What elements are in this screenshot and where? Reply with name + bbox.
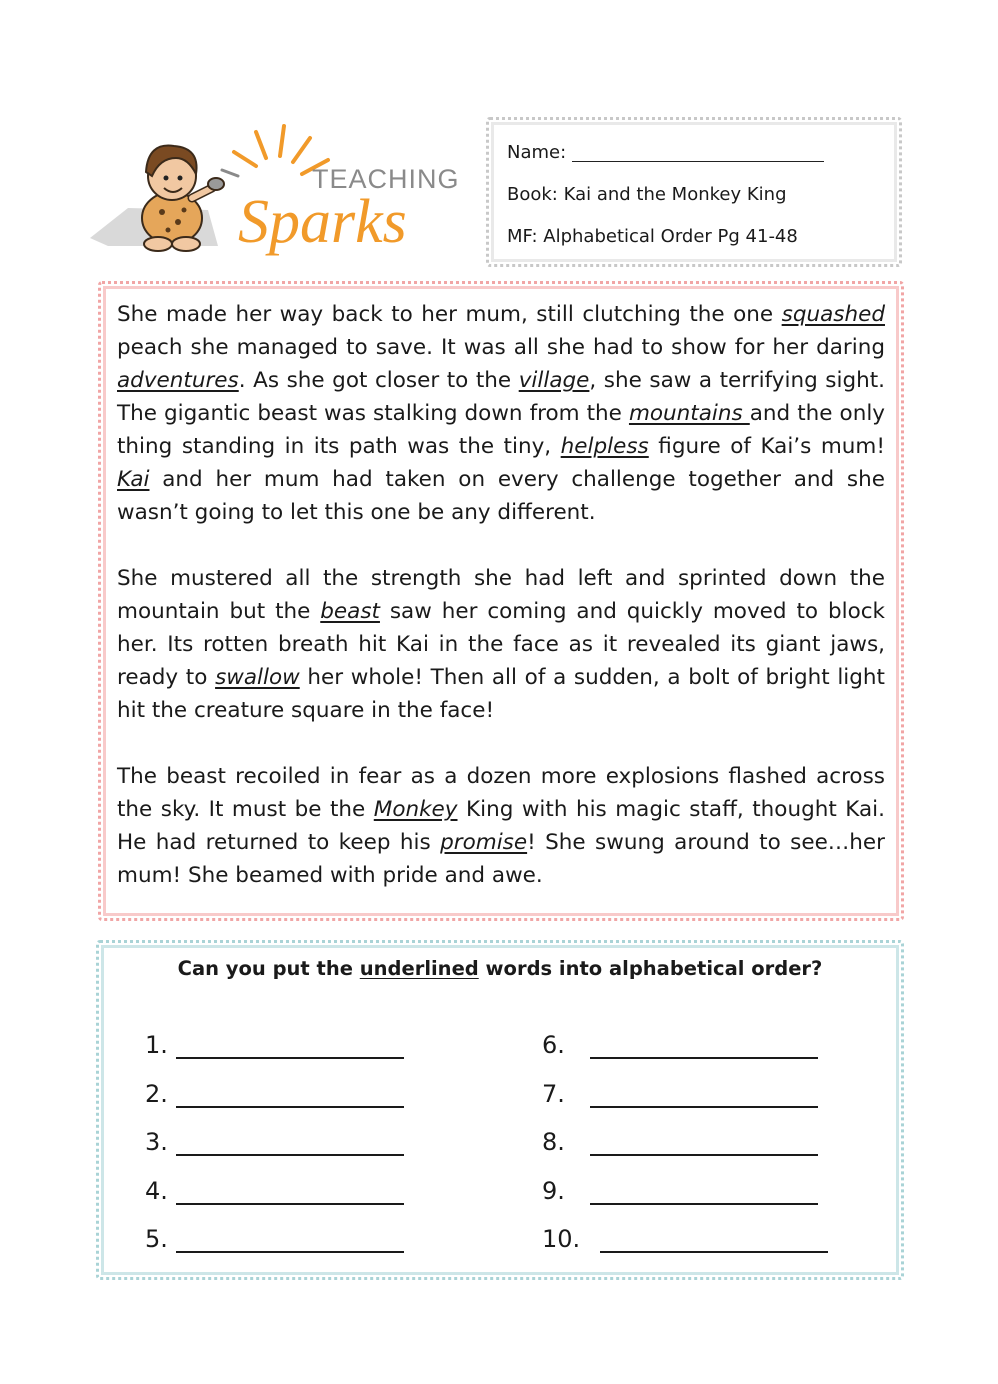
answer-row-8[interactable] bbox=[542, 1126, 818, 1156]
underlined-word: beast bbox=[320, 599, 380, 624]
answer-row-2[interactable] bbox=[145, 1078, 404, 1108]
underlined-word: mountains bbox=[628, 401, 750, 426]
underlined-word: village bbox=[518, 368, 590, 393]
passage-text: She made her way back to her mum, still clutching the one bbox=[117, 302, 782, 327]
question-text-after: words into alphabetical order? bbox=[478, 957, 823, 980]
underlined-word: squashed bbox=[781, 302, 885, 327]
answer-number: 3. bbox=[145, 1128, 168, 1156]
paragraph-2 bbox=[117, 562, 885, 727]
answer-blank[interactable] bbox=[176, 1179, 404, 1205]
question-title bbox=[99, 957, 901, 980]
answer-blank[interactable] bbox=[176, 1130, 404, 1156]
answer-row-10[interactable] bbox=[542, 1223, 828, 1253]
underlined-word: Monkey bbox=[373, 797, 458, 822]
answer-blank[interactable] bbox=[176, 1033, 404, 1059]
caveman-mascot-icon bbox=[88, 118, 468, 268]
passage-text: , she saw a terrifying sight. The gigantic beast was stalking down from the bbox=[117, 368, 885, 426]
answer-row-4[interactable] bbox=[145, 1175, 404, 1205]
answer-number: 9. bbox=[542, 1177, 565, 1205]
answer-row-3[interactable] bbox=[145, 1126, 404, 1156]
book-title: Book: Kai and the Monkey King bbox=[507, 184, 787, 205]
answer-row-5[interactable] bbox=[145, 1223, 404, 1253]
story-passage-box bbox=[98, 281, 904, 921]
answer-number: 1. bbox=[145, 1031, 168, 1059]
passage-text: The beast recoiled in fear as a dozen more explosions flashed across the sky. It must be the bbox=[117, 764, 885, 822]
info-box bbox=[486, 117, 902, 267]
passage-text: ! She swung around to see…her mum! She beamed with pride and awe. bbox=[117, 830, 886, 888]
answer-number: 6. bbox=[542, 1031, 565, 1059]
answer-number: 7. bbox=[542, 1080, 565, 1108]
answer-number: 2. bbox=[145, 1080, 168, 1108]
answer-blank[interactable] bbox=[590, 1130, 818, 1156]
passage-text: her whole! Then all of a sudden, a bolt of bright light hit the creature square in the face! bbox=[117, 665, 885, 723]
passage-text: peach she managed to save. It was all she had to show for her daring bbox=[117, 335, 885, 360]
answer-number: 4. bbox=[145, 1177, 168, 1205]
answer-blank[interactable] bbox=[600, 1227, 828, 1253]
answer-blank[interactable] bbox=[176, 1227, 404, 1253]
underlined-word: swallow bbox=[215, 665, 300, 690]
passage-text: saw her coming and quickly moved to block her. Its rotten breath hit Kai in the face as it revealed its giant jaws, ready to bbox=[117, 599, 885, 690]
answer-blank[interactable] bbox=[590, 1033, 818, 1059]
teaching-sparks-logo bbox=[88, 118, 468, 268]
answer-number: 8. bbox=[542, 1128, 565, 1156]
passage-text: . As she got closer to the bbox=[238, 368, 519, 393]
question-text-underlined: underlined bbox=[359, 957, 479, 980]
brand-name-bottom: Sparks bbox=[238, 188, 407, 256]
question-text-before: Can you put the bbox=[177, 957, 360, 980]
answer-blank[interactable] bbox=[590, 1179, 818, 1205]
underlined-word: adventures bbox=[117, 368, 239, 393]
answer-blank[interactable] bbox=[176, 1082, 404, 1108]
name-row bbox=[507, 132, 881, 174]
passage-text: She mustered all the strength she had left and sprinted down the mountain but the bbox=[117, 566, 885, 624]
brand-name-top: TEACHING bbox=[312, 164, 460, 194]
passage-text: King with his magic staff, thought Kai. He had returned to keep his bbox=[117, 797, 885, 855]
paragraph-1 bbox=[117, 298, 885, 529]
underlined-word: helpless bbox=[560, 434, 649, 459]
passage-text: and her mum had taken on every challenge together and she wasn’t going to let this one be any different. bbox=[117, 467, 885, 525]
answer-row-7[interactable] bbox=[542, 1078, 818, 1108]
name-label: Name: bbox=[507, 142, 567, 163]
answer-row-1[interactable] bbox=[145, 1029, 404, 1059]
underlined-word: Kai bbox=[117, 467, 150, 492]
answer-blank[interactable] bbox=[590, 1082, 818, 1108]
answer-row-6[interactable] bbox=[542, 1029, 818, 1059]
name-blank-field[interactable] bbox=[572, 145, 824, 162]
passage-text: and the only thing standing in its path was the tiny, bbox=[117, 401, 886, 459]
answer-row-9[interactable] bbox=[542, 1175, 818, 1205]
underlined-word: promise bbox=[440, 830, 528, 855]
passage-text: figure of Kai’s mum! bbox=[648, 434, 885, 459]
answer-number: 5. bbox=[145, 1225, 168, 1253]
mf-label: MF: Alphabetical Order Pg 41-48 bbox=[507, 226, 798, 247]
question-box bbox=[96, 940, 904, 1280]
paragraph-3 bbox=[117, 760, 885, 892]
answer-number: 10. bbox=[542, 1225, 581, 1253]
